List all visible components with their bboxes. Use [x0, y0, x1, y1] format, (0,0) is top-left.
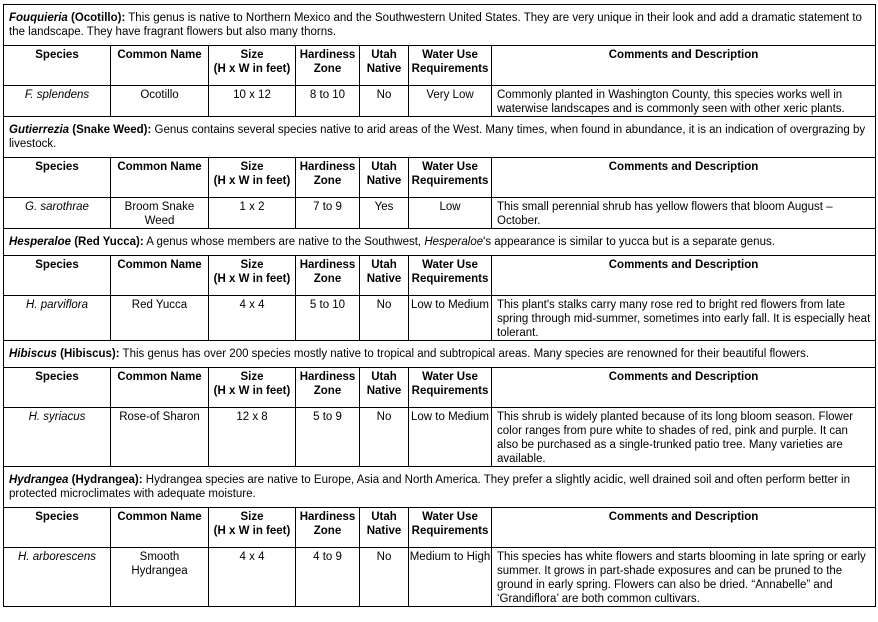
cell-size: 10 x 12: [209, 86, 296, 117]
cell-water-use: Low to Medium: [409, 296, 492, 341]
header-size: Size (H x W in feet): [209, 158, 296, 198]
header-utah-native: Utah Native: [360, 508, 409, 548]
genus-description-text: Genus contains several species native to arid areas of the West. Many times, when found in abundance, it is an indication of overgrazing by livestock.: [9, 124, 866, 150]
header-comments: Comments and Description: [492, 158, 876, 198]
cell-size: 1 x 2: [209, 198, 296, 229]
cell-hardiness: 5 to 10: [296, 296, 360, 341]
genus-description: [4, 467, 876, 508]
cell-hardiness: 5 to 9: [296, 408, 360, 467]
header-water-use: Water Use Requirements: [409, 158, 492, 198]
header-species: Species: [4, 508, 111, 548]
genus-description-italic: Hesperaloe: [424, 236, 484, 248]
cell-common-name: Rose-of Sharon: [111, 408, 209, 467]
cell-common-name: Broom Snake Weed: [111, 198, 209, 229]
header-size: Size (H x W in feet): [209, 368, 296, 408]
genus-description: [4, 229, 876, 256]
genus-description: [4, 341, 876, 368]
header-size: Size (H x W in feet): [209, 46, 296, 86]
genus-description-text: This genus has over 200 species mostly native to tropical and subtropical areas. Many species are renowned for their beautiful flowers.: [119, 348, 810, 360]
cell-common-name: Smooth Hydrangea: [111, 548, 209, 607]
cell-hardiness: 4 to 9: [296, 548, 360, 607]
header-comments: Comments and Description: [492, 256, 876, 296]
cell-utah-native: No: [360, 296, 409, 341]
genus-description: [4, 5, 876, 46]
header-common-name: Common Name: [111, 508, 209, 548]
header-utah-native: Utah Native: [360, 368, 409, 408]
genus-row: [4, 341, 876, 368]
table-row: [4, 198, 876, 229]
header-comments: Comments and Description: [492, 508, 876, 548]
cell-common-name: Red Yucca: [111, 296, 209, 341]
column-header-row: [4, 158, 876, 198]
cell-species: H. arborescens: [4, 548, 111, 607]
column-header-row: [4, 368, 876, 408]
cell-comments: This shrub is widely planted because of its long bloom season. Flower color ranges from pure white to shades of red, pink and purple. It can also be purchased as a single-trunked patio tree. Many varieties are available.: [492, 408, 876, 467]
genus-name: Hesperaloe: [9, 236, 72, 248]
genus-name: Fouquieria: [9, 12, 68, 24]
column-header-row: [4, 46, 876, 86]
header-common-name: Common Name: [111, 256, 209, 296]
column-header-row: [4, 256, 876, 296]
column-header-row: [4, 508, 876, 548]
cell-utah-native: No: [360, 86, 409, 117]
header-species: Species: [4, 256, 111, 296]
genus-row: [4, 229, 876, 256]
cell-water-use: Very Low: [409, 86, 492, 117]
cell-comments: This small perennial shrub has yellow flowers that bloom August – October.: [492, 198, 876, 229]
header-hardiness: Hardiness Zone: [296, 508, 360, 548]
cell-common-name: Ocotillo: [111, 86, 209, 117]
plant-table: [3, 4, 876, 607]
header-water-use: Water Use Requirements: [409, 508, 492, 548]
header-water-use: Water Use Requirements: [409, 256, 492, 296]
cell-utah-native: Yes: [360, 198, 409, 229]
header-species: Species: [4, 158, 111, 198]
genus-description: [4, 117, 876, 158]
genus-common-name: (Red Yucca):: [74, 236, 144, 248]
header-species: Species: [4, 46, 111, 86]
cell-size: 4 x 4: [209, 296, 296, 341]
genus-common-name: (Hibiscus):: [60, 348, 120, 360]
table-row: [4, 408, 876, 467]
cell-hardiness: 7 to 9: [296, 198, 360, 229]
genus-description-text: 's appearance is similar to yucca but is a separate genus.: [483, 236, 775, 248]
cell-size: 12 x 8: [209, 408, 296, 467]
cell-species: H. parviflora: [4, 296, 111, 341]
header-hardiness: Hardiness Zone: [296, 256, 360, 296]
header-common-name: Common Name: [111, 46, 209, 86]
cell-water-use: Low: [409, 198, 492, 229]
cell-comments: This species has white flowers and starts blooming in late spring or early summer. It grows in part-shade exposures and can be pruned to the ground in early spring. Flowers can also be dried. “Annabelle” and ‘Grandiflora’ are both common cultivars.: [492, 548, 876, 607]
table-row: [4, 296, 876, 341]
header-comments: Comments and Description: [492, 46, 876, 86]
genus-row: [4, 467, 876, 508]
header-size: Size (H x W in feet): [209, 256, 296, 296]
header-hardiness: Hardiness Zone: [296, 46, 360, 86]
genus-common-name: (Hydrangea):: [71, 474, 143, 486]
genus-row: [4, 117, 876, 158]
header-hardiness: Hardiness Zone: [296, 158, 360, 198]
table-row: [4, 86, 876, 117]
genus-description-text: A genus whose members are native to the Southwest,: [143, 236, 425, 248]
cell-species: H. syriacus: [4, 408, 111, 467]
header-hardiness: Hardiness Zone: [296, 368, 360, 408]
table-row: [4, 548, 876, 607]
genus-name: Hibiscus: [9, 348, 57, 360]
genus-common-name: (Snake Weed):: [72, 124, 152, 136]
header-utah-native: Utah Native: [360, 256, 409, 296]
genus-row: [4, 5, 876, 46]
cell-utah-native: No: [360, 408, 409, 467]
genus-common-name: (Ocotillo):: [70, 12, 126, 24]
header-water-use: Water Use Requirements: [409, 368, 492, 408]
cell-utah-native: No: [360, 548, 409, 607]
header-species: Species: [4, 368, 111, 408]
cell-size: 4 x 4: [209, 548, 296, 607]
cell-hardiness: 8 to 10: [296, 86, 360, 117]
header-utah-native: Utah Native: [360, 46, 409, 86]
cell-water-use: Low to Medium: [409, 408, 492, 467]
header-common-name: Common Name: [111, 368, 209, 408]
genus-description-text: This genus is native to Northern Mexico and the Southwestern United States. They are very unique in their look and add a dramatic statement to the landscape. They have fragrant flowers but also many thorns.: [9, 12, 862, 38]
header-water-use: Water Use Requirements: [409, 46, 492, 86]
header-common-name: Common Name: [111, 158, 209, 198]
header-size: Size (H x W in feet): [209, 508, 296, 548]
cell-water-use: Medium to High: [409, 548, 492, 607]
cell-comments: This plant's stalks carry many rose red to bright red flowers from late spring through mid-summer, sometimes into early fall. It is especially heat tolerant.: [492, 296, 876, 341]
cell-species: G. sarothrae: [4, 198, 111, 229]
genus-name: Gutierrezia: [9, 124, 70, 136]
genus-name: Hydrangea: [9, 474, 69, 486]
cell-species: F. splendens: [4, 86, 111, 117]
cell-comments: Commonly planted in Washington County, this species works well in waterwise landscapes and is commonly seen with other xeric plants.: [492, 86, 876, 117]
header-comments: Comments and Description: [492, 368, 876, 408]
genus-description-text: Hydrangea species are native to Europe, Asia and North America. They prefer a slightly acidic, well drained soil and often perform better in protected microclimates with adequate moisture.: [9, 474, 850, 500]
header-utah-native: Utah Native: [360, 158, 409, 198]
